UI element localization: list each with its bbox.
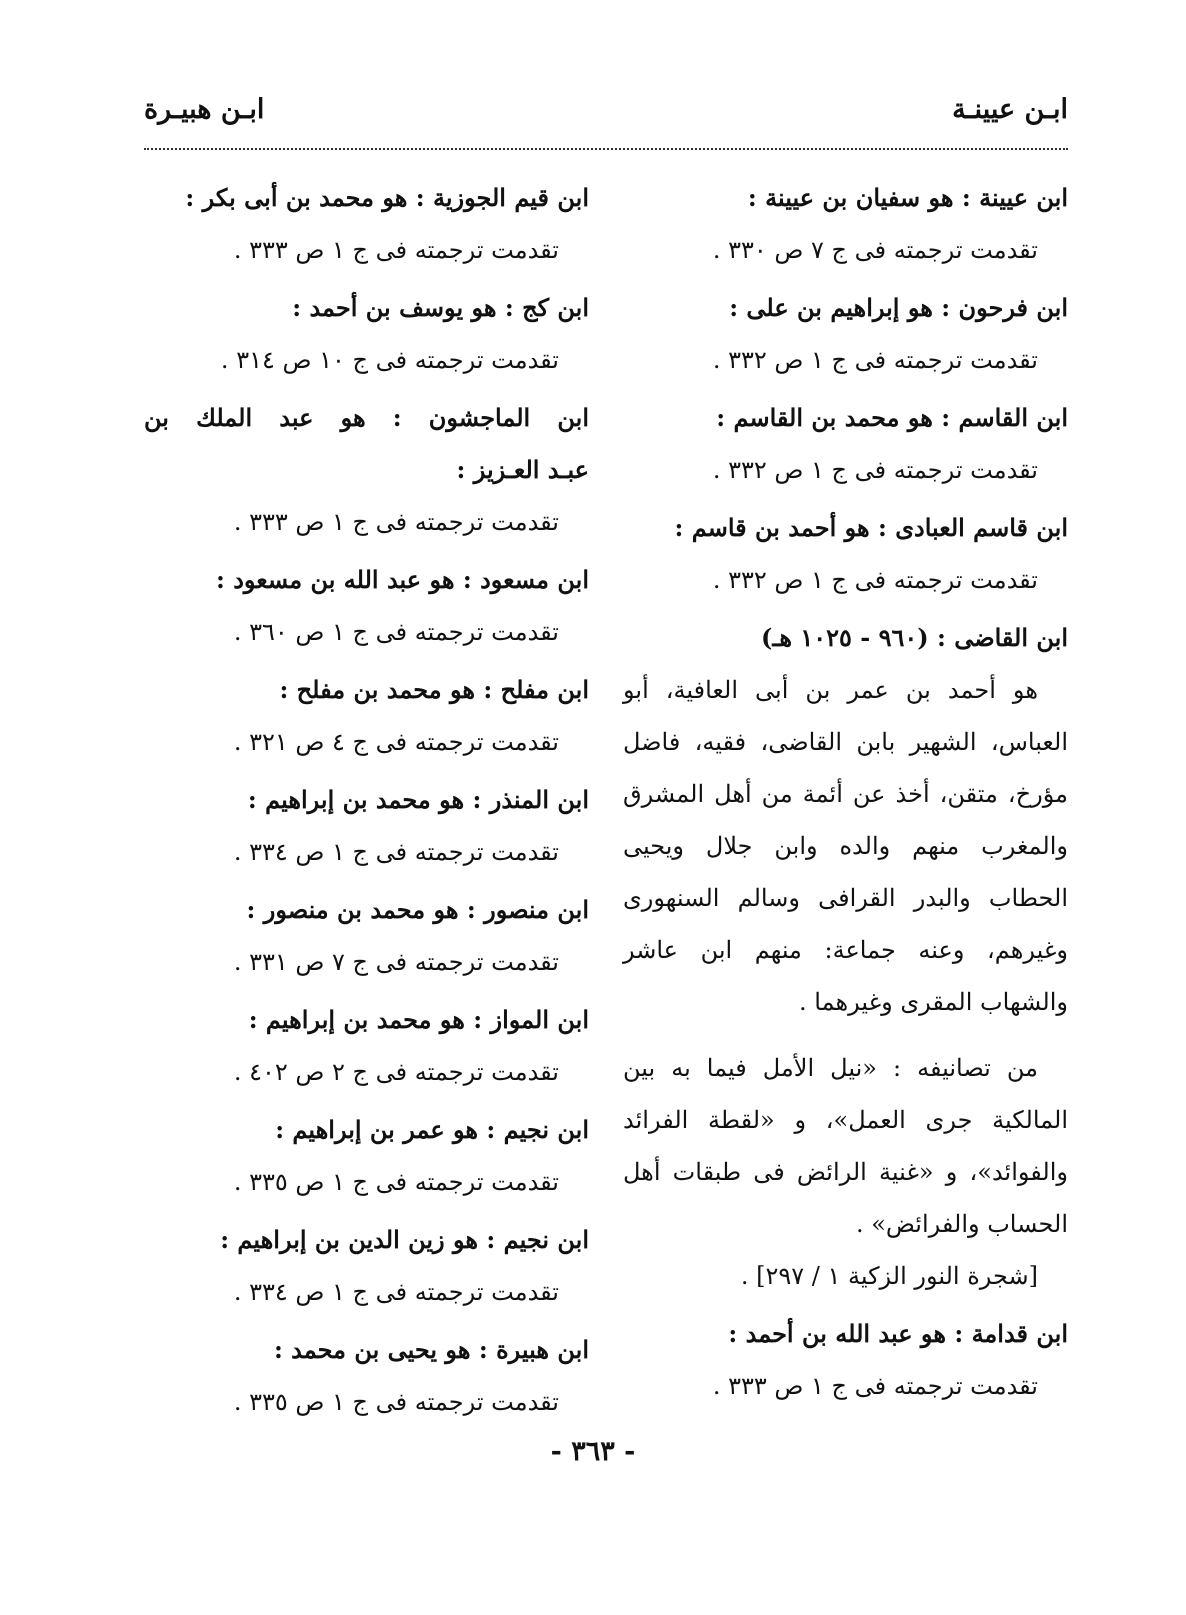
entry-reference: تقدمت ترجمته فى ج ٧ ص ٣٣٠ . — [712, 236, 1038, 264]
entry-reference: تقدمت ترجمته فى ج ١ ص ٣٣٣ . — [712, 1372, 1038, 1400]
entry-name: ابن نجيم — [503, 1225, 589, 1254]
entry-ibn-qasim-al-abbadi — [623, 502, 1068, 606]
entry-ibn-qayyim — [144, 172, 589, 276]
entry-description: هو أحمد بن قاسم : — [674, 513, 878, 542]
entry-separator: : — [415, 183, 433, 212]
entry-heading: ابن القاضى : (٩٦٠ - ١٠٢٥ هـ) — [760, 623, 1068, 652]
entry-reference: تقدمت ترجمته فى ج ١ ص ٣٣٤ . — [233, 838, 559, 866]
entry-ibn-al-qasim — [623, 392, 1068, 496]
entry-ibn-masud — [144, 554, 589, 658]
entry-reference: تقدمت ترجمته فى ج ١ ص ٣٣٥ . — [233, 1388, 559, 1416]
entry-description: هو محمد بن أبى بكر : — [185, 183, 416, 212]
entry-name: ابن هبيرة — [496, 1335, 589, 1364]
entry-reference: تقدمت ترجمته فى ج ١ ص ٣٦٠ . — [233, 618, 559, 646]
entry-ibn-nujaym-zayn — [144, 1214, 589, 1318]
entry-name: ابن قاسم العبادى — [895, 513, 1068, 542]
entry-separator: : — [483, 675, 501, 704]
entry-ibn-al-mundhir — [144, 774, 589, 878]
entry-description: هو محمد بن منصور : — [246, 895, 467, 924]
entry-description: هو محمد بن إبراهيم : — [247, 785, 473, 814]
entry-name: ابن مفلح — [500, 675, 589, 704]
entry-description: هو إبراهيم بن على : — [729, 293, 942, 322]
right-column — [623, 172, 1068, 1418]
entry-heading-line-2: عبـد العـزيز : — [456, 455, 589, 484]
entry-separator: : — [961, 183, 980, 212]
entry-ibn-farhun — [623, 282, 1068, 386]
entry-separator: : — [941, 293, 959, 322]
works-paragraph: من تصانيفه : «نيل الأمل فيما به بين المالكية جرى العمل»، و «لقطة الفرائد والفوائد»، و «غنية الرائض فى طبقات أهل الحساب والفرائض» . — [623, 1054, 1068, 1238]
entry-description: هو سفيان بن عيينة : — [747, 183, 962, 212]
entry-description: هو يوسف بن أحمد : — [292, 293, 505, 322]
source-citation: [شجرة النور الزكية ١ / ٢٩٧] . — [740, 1262, 1038, 1290]
entry-name: ابن منصور — [484, 895, 589, 924]
entry-name: ابن عيينة — [979, 183, 1068, 212]
entry-name: ابن كج — [522, 293, 589, 322]
entry-name: ابن مسعود — [480, 565, 589, 594]
entry-ibn-al-qadi — [623, 612, 1068, 1302]
entry-reference: تقدمت ترجمته فى ج ١ ص ٣٣٣ . — [233, 508, 559, 536]
entry-reference: تقدمت ترجمته فى ج ٧ ص ٣٣١ . — [233, 948, 559, 976]
entry-name: ابن قدامة — [971, 1319, 1068, 1348]
entry-name: ابن فرحون — [958, 293, 1068, 322]
entry-description: هو يحيى بن محمد : — [273, 1335, 479, 1364]
left-column — [144, 172, 589, 1434]
entry-separator: : — [466, 895, 485, 924]
entry-ibn-nujaym-umar — [144, 1104, 589, 1208]
entry-reference: تقدمت ترجمته فى ج ١ ص ٣٣٢ . — [712, 456, 1038, 484]
entry-name: ابن المواز — [490, 1005, 589, 1034]
entry-ibn-hubayra — [144, 1324, 589, 1428]
entry-reference: تقدمت ترجمته فى ج ٤ ص ٣٢١ . — [233, 728, 559, 756]
entry-description: هو عبد الله بن مسعود : — [215, 565, 463, 594]
entry-separator: : — [954, 1319, 972, 1348]
entry-ibn-al-majishun — [144, 392, 589, 548]
entry-reference: تقدمت ترجمته فى ج ١ ص ٣٣٤ . — [233, 1278, 559, 1306]
entry-description: هو عبد الله بن أحمد : — [728, 1319, 955, 1348]
entry-reference: تقدمت ترجمته فى ج ٢ ص ٤٠٢ . — [233, 1058, 559, 1086]
entry-ibn-al-mawwaz — [144, 994, 589, 1098]
entry-ibn-qudama — [623, 1308, 1068, 1412]
running-head-right: ابـن عيينـة — [952, 94, 1068, 125]
entry-ibn-kajj — [144, 282, 589, 386]
entry-name: ابن قيم الجوزية — [432, 183, 589, 212]
running-head-left: ابـن هبيـرة — [144, 94, 265, 125]
entry-separator: : — [878, 513, 896, 542]
entry-description: هو محمد بن مفلح : — [279, 675, 484, 704]
entry-heading-line-1: ابن الماجشون : هو عبد الملك بن — [144, 403, 589, 432]
entry-separator: : — [504, 293, 523, 322]
entry-name: ابن نجيم — [503, 1115, 589, 1144]
entry-reference: تقدمت ترجمته فى ج ١٠ ص ٣١٤ . — [220, 346, 559, 374]
entry-separator: : — [478, 1335, 497, 1364]
entry-ibn-mansur — [144, 884, 589, 988]
entry-separator: : — [486, 1225, 504, 1254]
entry-description: هو زين الدين بن إبراهيم : — [220, 1225, 487, 1254]
entry-reference: تقدمت ترجمته فى ج ١ ص ٣٣٥ . — [233, 1168, 559, 1196]
entry-name: ابن القاسم — [958, 403, 1068, 432]
entry-description: هو محمد بن القاسم : — [716, 403, 942, 432]
entry-separator: : — [486, 1115, 504, 1144]
entry-name: ابن المنذر — [489, 785, 589, 814]
entry-ibn-muflih — [144, 664, 589, 768]
entry-separator: : — [941, 403, 959, 432]
entry-ibn-uyayna — [623, 172, 1068, 276]
entry-reference: تقدمت ترجمته فى ج ١ ص ٣٣٢ . — [712, 346, 1038, 374]
entry-reference: تقدمت ترجمته فى ج ١ ص ٣٣٣ . — [233, 236, 559, 264]
entry-separator: : — [472, 785, 490, 814]
page-number: - ٣٦٣ - — [550, 1436, 636, 1467]
biography-paragraph: هو أحمد بن عمر بن أبى العافية، أبو العباس، الشهير بابن القاضى، فقيه، فاضل مؤرخ، متقن، أخذ عن أئمة من أهل المشرق والمغرب منهم والده وابن جلال ويحيى الحطاب والبدر القرافى وسالم السنهورى وغيرهم، وعنه جماعة: منهم ابن عاشر والشهاب المقرى وغيرهما . — [623, 676, 1068, 1016]
header-dotted-rule — [144, 148, 1068, 150]
entry-reference: تقدمت ترجمته فى ج ١ ص ٣٣٢ . — [712, 566, 1038, 594]
entry-separator: : — [473, 1005, 491, 1034]
entry-separator: : — [462, 565, 481, 594]
entry-description: هو عمر بن إبراهيم : — [275, 1115, 487, 1144]
entry-description: هو محمد بن إبراهيم : — [248, 1005, 474, 1034]
